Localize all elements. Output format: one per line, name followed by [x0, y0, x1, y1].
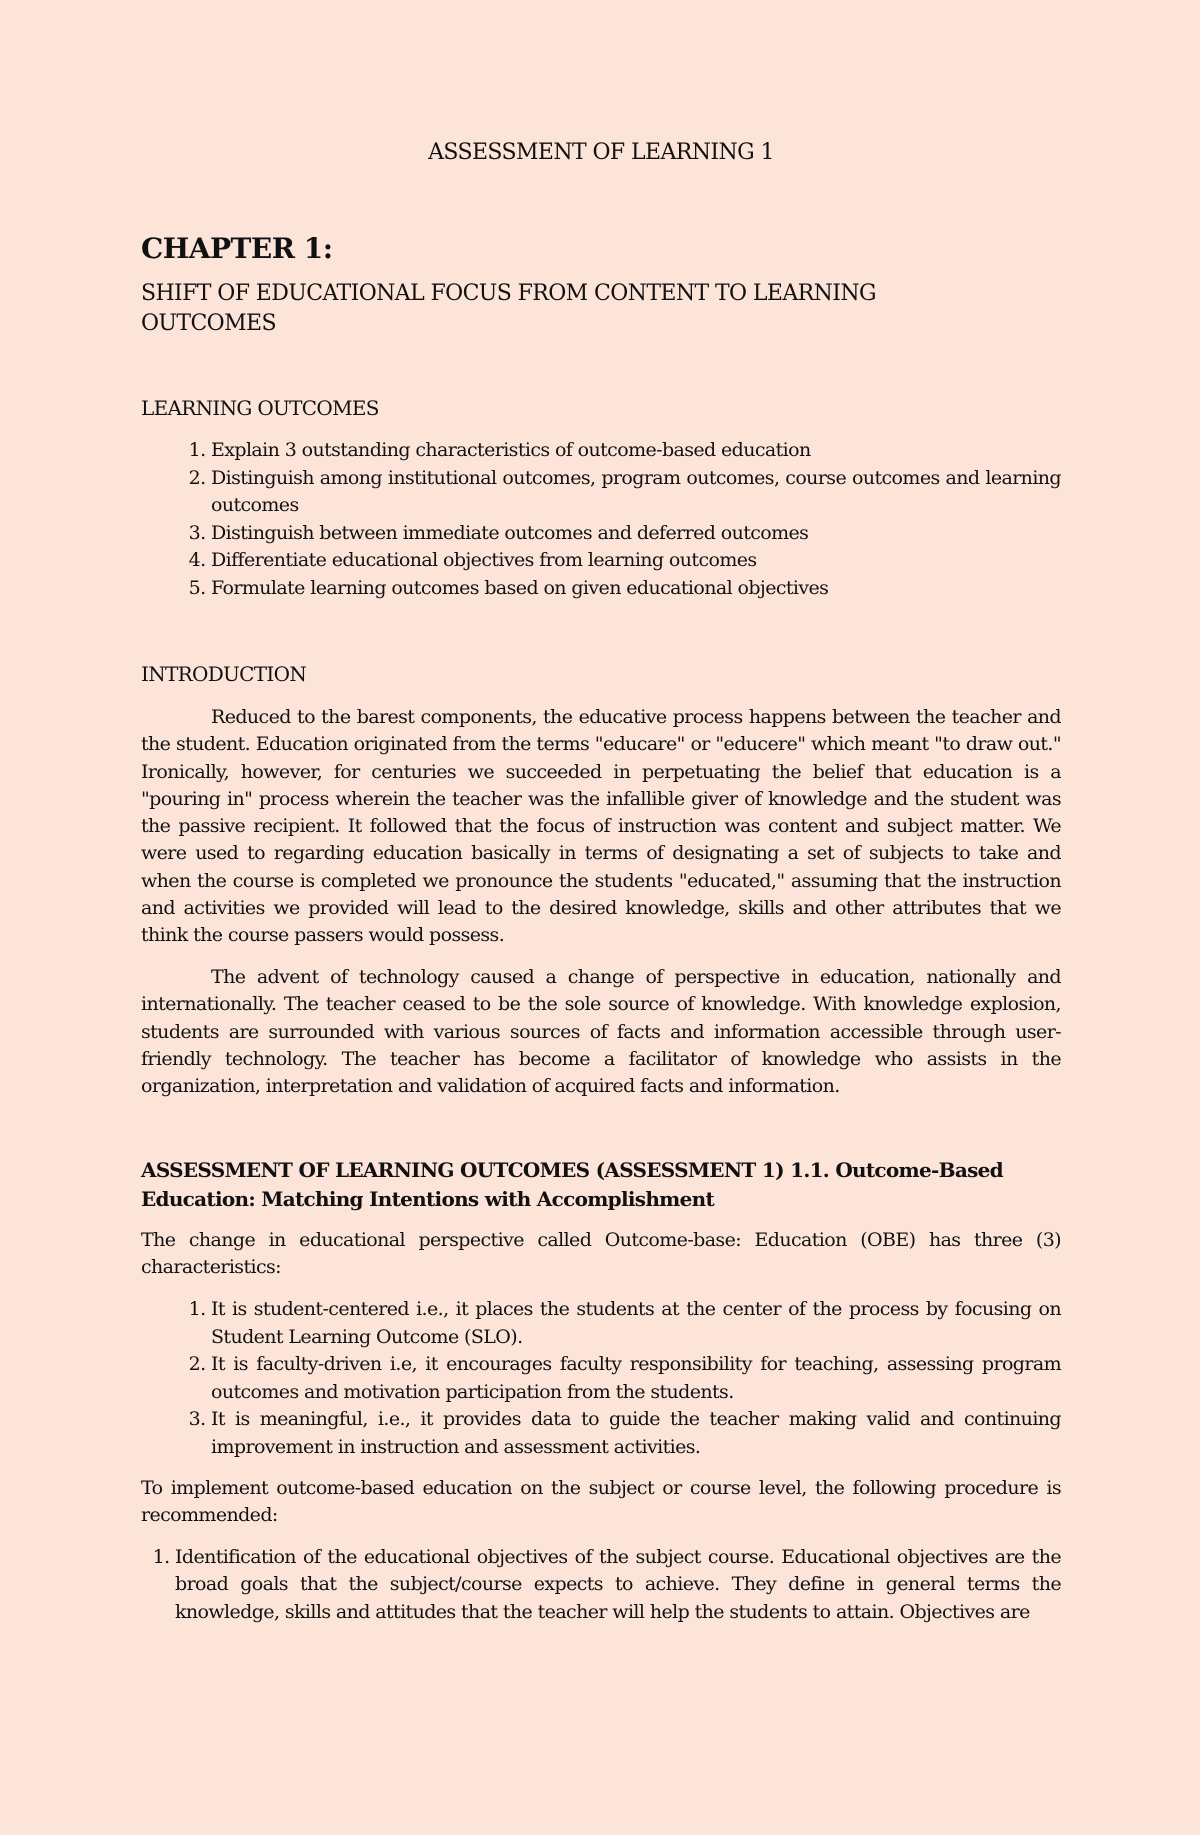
introduction-paragraph-2: The advent of technology caused a change of perspective in education, nationally and internationally. The teacher ceased to be the sole source of knowledge. With knowledge explosion, students are surrounded with various sources of facts and information accessible through user-friendly technology. The teacher has become a facilitator of knowledge who assists in the organization, interpretation and validation of acquired facts and information. [141, 966, 1061, 1098]
list-item: 3. Distinguish between immediate outcomes and deferred outcomes [211, 520, 1061, 548]
document-title: ASSESSMENT OF LEARNING 1 [428, 140, 774, 165]
chapter-label: CHAPTER 1: [141, 232, 333, 265]
chapter-subtitle: SHIFT OF EDUCATIONAL FOCUS FROM CONTENT TO LEARNING OUTCOMES [141, 281, 876, 336]
list-item: 4. Differentiate educational objectives from learning outcomes [211, 547, 1061, 575]
learning-outcomes-list [141, 437, 1061, 602]
list-item: 3. It is meaningful, i.e., it provides data to guide the teacher making valid and continuing improvement in instruction and assessment activities. [211, 1406, 1061, 1461]
procedure-list [141, 1544, 1061, 1626]
obe-characteristics-list [141, 1296, 1061, 1461]
learning-outcomes-heading: LEARNING OUTCOMES [141, 396, 379, 420]
procedure-intro-paragraph: To implement outcome-based education on the subject or course level, the following procedure is recommended: [141, 1477, 1061, 1527]
list-item: 1. Explain 3 outstanding characteristics of outcome-based education [211, 437, 1061, 465]
assessment-section-heading: ASSESSMENT OF LEARNING OUTCOMES (ASSESSMENT 1) 1.1. Outcome-Based Education: Matching Intentions with Accomplishment [141, 1158, 1003, 1211]
list-item: 2. It is faculty-driven i.e, it encourages faculty responsibility for teaching, assessing program outcomes and motivation participation from the students. [211, 1351, 1061, 1406]
list-item: 2. Distinguish among institutional outcomes, program outcomes, course outcomes and learning outcomes [211, 465, 1061, 520]
list-item: 1. Identification of the educational objectives of the subject course. Educational objectives are the broad goals that the subject/course expects to achieve. They define in general terms the knowledge, skills and attitudes that the teacher will help the students to attain. Objectives are [175, 1544, 1061, 1626]
introduction-paragraph-1: Reduced to the barest components, the educative process happens between the teacher and the student. Education originated from the terms "educare" or "educere" which meant "to draw out." Ironically, however, for centuries we succeeded in perpetuating the belief that education is a "pouring in" process wherein the teacher was the infallible giver of knowledge and the student was the passive recipient. It followed that the focus of instruction was content and subject matter. We were used to regarding education basically in terms of designating a set of subjects to take and when the course is completed we pronounce the students "educated," assuming that the instruction and activities we provided will lead to the desired knowledge, skills and other attributes that we think the course passers would possess. [141, 706, 1061, 947]
obe-intro-paragraph: The change in educational perspective called Outcome-base: Education (OBE) has three (3) characteristics: [141, 1229, 1061, 1279]
introduction-heading: INTRODUCTION [141, 662, 307, 686]
list-item: 1. It is student-centered i.e., it places the students at the center of the process by focusing on Student Learning Outcome (SLO). [211, 1296, 1061, 1351]
list-item: 5. Formulate learning outcomes based on given educational objectives [211, 575, 1061, 603]
